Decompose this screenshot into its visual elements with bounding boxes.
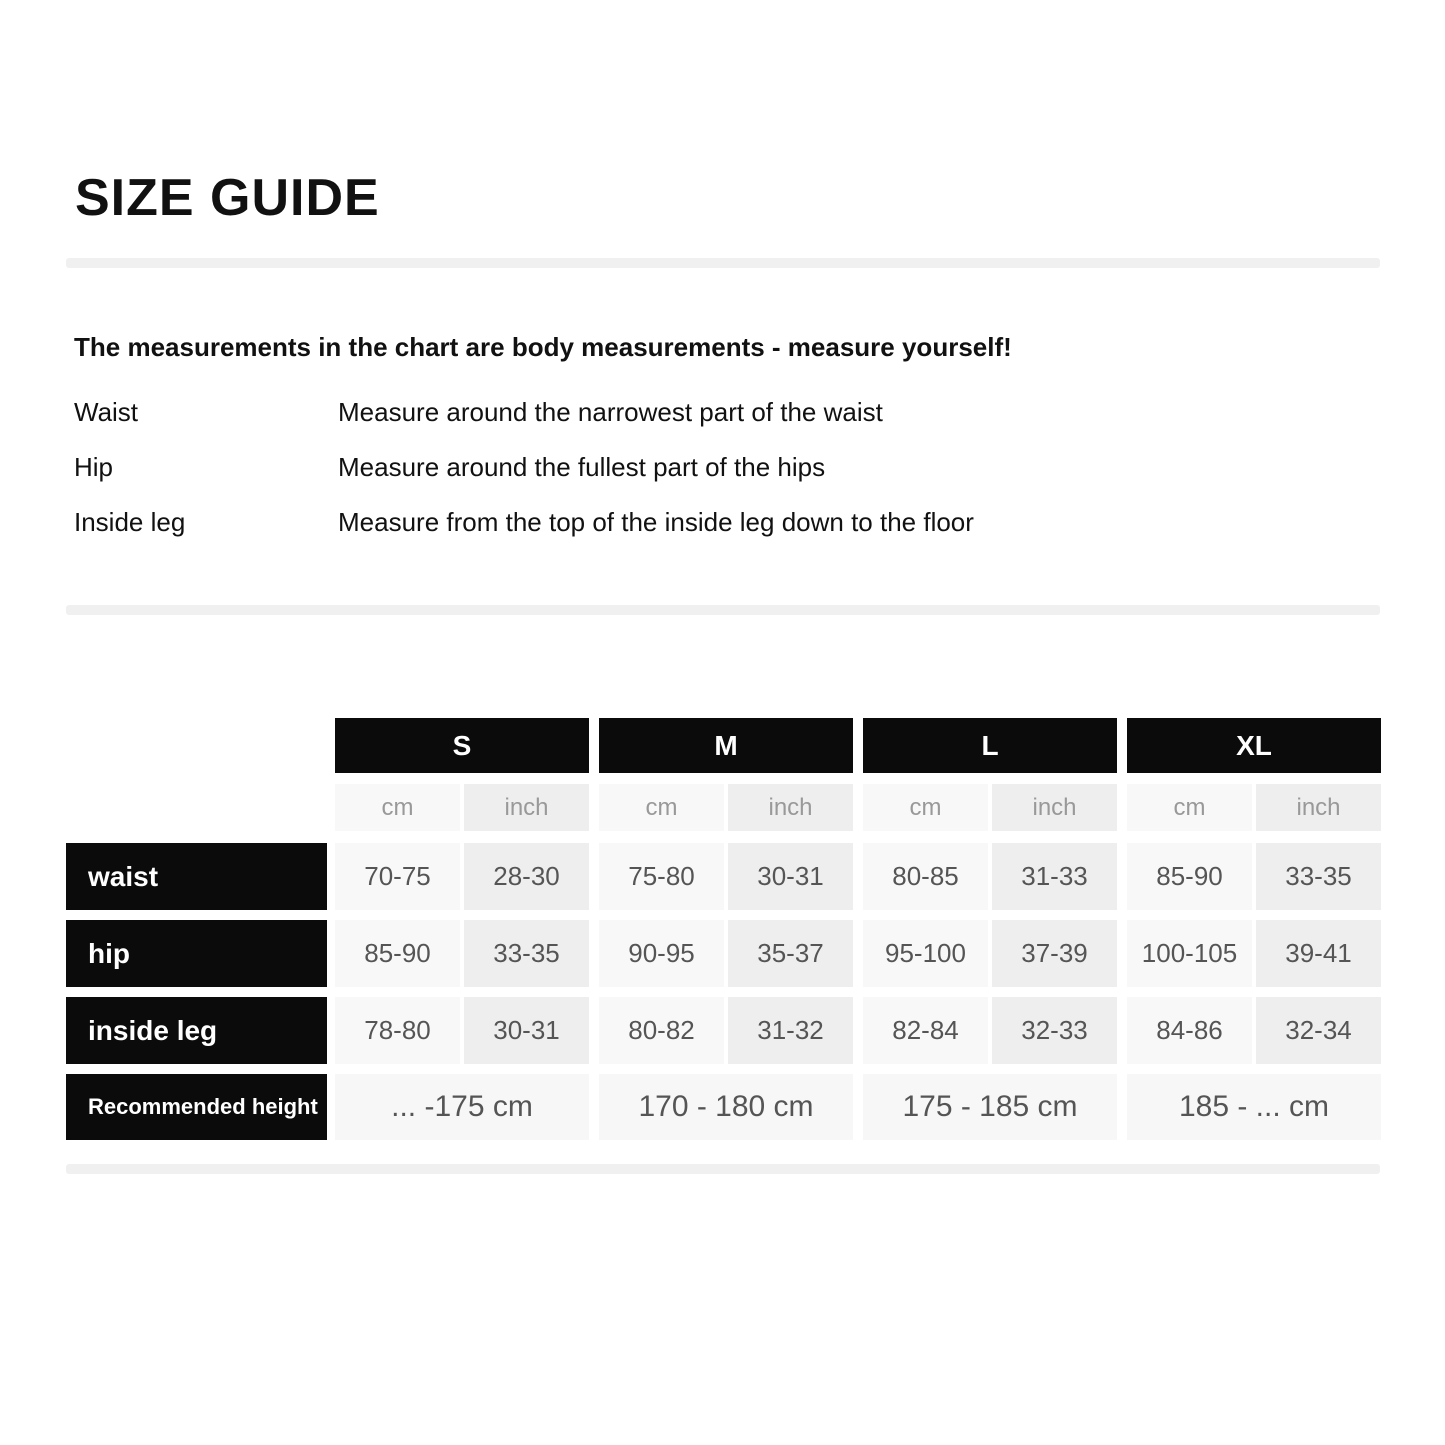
measurement-definitions <box>74 397 974 562</box>
divider-top <box>66 258 1380 268</box>
size-header-xl: XL <box>1127 718 1381 773</box>
table-row-recommended-height <box>66 1074 1381 1140</box>
unit-header-s-cm: cm <box>335 784 460 831</box>
cell-hip-xl-inch: 39-41 <box>1256 920 1381 987</box>
row-label-recommended-height: Recommended height <box>66 1074 327 1140</box>
unit-header-l-cm: cm <box>863 784 988 831</box>
unit-spacer <box>66 784 335 831</box>
unit-header-m-inch: inch <box>728 784 853 831</box>
page-title: SIZE GUIDE <box>75 169 380 227</box>
cell-hip-s-cm: 85-90 <box>335 920 460 987</box>
unit-header-l-inch: inch <box>992 784 1117 831</box>
cell-inside-leg-xl-cm: 84-86 <box>1127 997 1252 1064</box>
row-label-inside-leg: inside leg <box>66 997 327 1064</box>
cell-waist-l-cm: 80-85 <box>863 843 988 910</box>
cell-hip-xl-cm: 100-105 <box>1127 920 1252 987</box>
definition-term: Waist <box>74 397 139 427</box>
row-label-waist: waist <box>66 843 327 910</box>
divider-middle <box>66 605 1380 615</box>
definition-term: Inside leg <box>74 507 186 537</box>
unit-header-s-inch: inch <box>464 784 589 831</box>
cell-inside-leg-s-cm: 78-80 <box>335 997 460 1064</box>
intro-heading: The measurements in the chart are body measurements - measure yourself! <box>74 332 1012 362</box>
cell-waist-xl-inch: 33-35 <box>1256 843 1381 910</box>
cell-inside-leg-m-cm: 80-82 <box>599 997 724 1064</box>
size-header-m: M <box>599 718 853 773</box>
table-row-waist <box>66 843 1381 910</box>
header-spacer <box>66 718 335 773</box>
cell-waist-s-inch: 28-30 <box>464 843 589 910</box>
definition-description: Measure around the fullest part of the hips <box>338 452 826 482</box>
size-table <box>66 718 1381 1140</box>
cell-waist-s-cm: 70-75 <box>335 843 460 910</box>
cell-waist-m-inch: 30-31 <box>728 843 853 910</box>
cell-recommended-height-m: 170 - 180 cm <box>599 1074 853 1140</box>
cell-inside-leg-s-inch: 30-31 <box>464 997 589 1064</box>
cell-hip-l-cm: 95-100 <box>863 920 988 987</box>
cell-waist-m-cm: 75-80 <box>599 843 724 910</box>
size-header-row <box>66 718 1381 773</box>
definition-row-inside-leg <box>74 507 974 538</box>
cell-inside-leg-m-inch: 31-32 <box>728 997 853 1064</box>
table-row-hip <box>66 920 1381 987</box>
cell-recommended-height-s: ... -175 cm <box>335 1074 589 1140</box>
cell-inside-leg-l-cm: 82-84 <box>863 997 988 1064</box>
divider-bottom <box>66 1164 1380 1174</box>
cell-recommended-height-xl: 185 - ... cm <box>1127 1074 1381 1140</box>
cell-hip-s-inch: 33-35 <box>464 920 589 987</box>
table-row-inside-leg <box>66 997 1381 1064</box>
cell-hip-m-inch: 35-37 <box>728 920 853 987</box>
row-label-hip: hip <box>66 920 327 987</box>
cell-recommended-height-l: 175 - 185 cm <box>863 1074 1117 1140</box>
definition-description: Measure around the narrowest part of the waist <box>338 397 883 427</box>
definition-row-waist <box>74 397 974 428</box>
cell-waist-l-inch: 31-33 <box>992 843 1117 910</box>
definition-term: Hip <box>74 452 114 482</box>
cell-hip-l-inch: 37-39 <box>992 920 1117 987</box>
size-header-l: L <box>863 718 1117 773</box>
cell-inside-leg-xl-inch: 32-34 <box>1256 997 1381 1064</box>
unit-header-row <box>66 784 1381 831</box>
definition-row-hip <box>74 452 974 483</box>
unit-header-xl-cm: cm <box>1127 784 1252 831</box>
definition-description: Measure from the top of the inside leg down to the floor <box>338 507 974 537</box>
cell-hip-m-cm: 90-95 <box>599 920 724 987</box>
unit-header-xl-inch: inch <box>1256 784 1381 831</box>
cell-inside-leg-l-inch: 32-33 <box>992 997 1117 1064</box>
cell-waist-xl-cm: 85-90 <box>1127 843 1252 910</box>
unit-header-m-cm: cm <box>599 784 724 831</box>
size-header-s: S <box>335 718 589 773</box>
